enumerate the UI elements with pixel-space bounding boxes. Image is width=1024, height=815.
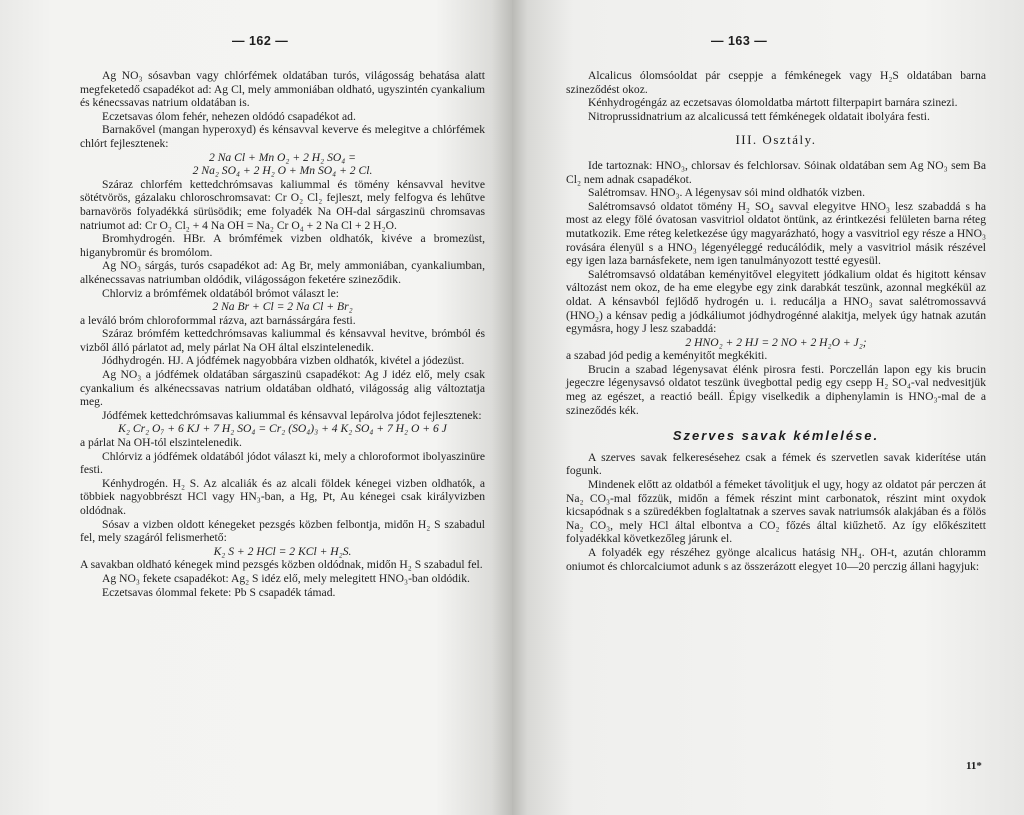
paragraph: Ide tartoznak: HNO₃, chlorsav és felchlorsav. Sóinak oldatában sem Ag NO₃ sem Ba Cl₂ nem adnak csapadékot.: [566, 158, 986, 186]
equation: K₂ Cr₂ O₇ + 6 KJ + 7 H₂ SO₄ = Cr₂ (SO₄)₃ + 4 K₂ SO₄ + 7 H₂ O + 6 J: [118, 422, 447, 436]
class-heading: III. Osztály.: [735, 132, 817, 148]
paragraph: Kénhydrogéngáz az eczetsavas ólomoldatba mártott filterpapirt barnára szinezi.: [588, 96, 958, 110]
paragraph: Brucin a szabad légenysavat élénk pirosra festi. Porczellán lapon egy kis brucin jegeczre légenysavsó oldatot teszünk üvegbottal pedig egy csepp H₂ SO₄-val nedvesitjük meg az egészet, a reactió beáll. Épigy viselkedik a diphenylamin is HNO₃-mal de a szineződés kék.: [566, 362, 986, 417]
paragraph: Ag NO₃ sósavban vagy chlórfémek oldatában turós, világosság behatása alatt megfeketedő csapadékot ad: Ag Cl, mely ammoniában oldható, ugyszintén cyankalium és kénecssavas natrium oldatában is.: [80, 69, 485, 110]
paragraph: A folyadék egy részéhez gyönge alcalicus hatásig NH₄. OH-t, azután chloramm oniumot és chlorcalciumot adunk s az összerázott elegyet 10—20 perczig állani hagyjuk:: [566, 546, 986, 573]
left-page-text: [80, 69, 485, 599]
paragraph: Száraz brómfém kettedchrómsavas kaliummal és kénsavval hevitve, brómból és vizből álló párlatot ad, mely párlat Na OH által elszintelenedik.: [80, 327, 485, 354]
paragraph: a szabad jód pedig a keményitőt megkékiti.: [566, 349, 768, 363]
equation: K₂ S + 2 HCl = 2 KCl + H₂S.: [213, 544, 352, 558]
paragraph: Sósav a vizben oldott kénegeket pezsgés közben felbontja, midőn H₂ S szabadul fel, mely szagáról felismerhető:: [80, 517, 485, 545]
paragraph: a párlat Na OH-tól elszintelenedik.: [80, 436, 242, 450]
paragraph-group: [566, 69, 986, 123]
signature-mark: 11*: [966, 760, 982, 772]
equation: 2 Na Cl + Mn O₂ + 2 H₂ SO₄ =: [209, 150, 356, 164]
paragraph: Chlorviz a brómfémek oldatából brómot választ le:: [102, 286, 339, 300]
paragraph: A szerves savak felkeresésehez csak a fémek és szervetlen savak kiderítése után fogunk.: [566, 450, 986, 478]
paragraph: A savakban oldható kénegek mind pezsgés közben oldódnak, midőn H₂ S szabadul fel.: [80, 558, 483, 572]
equation: 2 Na₂ SO₄ + 2 H₂ O + Mn SO₄ + 2 Cl.: [192, 164, 373, 178]
paragraph: Száraz chlorfém kettedchrómsavas kaliummal és tömény kénsavval hevitve sötétvörös, gázalaku chloroschromsavat: Cr O₂ Cl₂ fejleszt, mely felfogva és lehűtve barnavörös folyadékká sürüsödik; eme folyadék Na OH-dal sárgaszinü chromsavas natriumot ad: Cr O₂ Cl₂ + 4 Na OH = Na₂ Cr O₄ + 2 Na Cl + 2 H₂O.: [80, 177, 485, 232]
paragraph: Salétromsavsó oldatában keményitővel elegyitett jódkalium oldat és higitott kénsav változást nem okoz, de ha eme elegybe egy zink darabkát teszünk, azonnal megkékül az oldat. A kénsavból fejlődő hydrogén u. i. reducálja a HNO₃ savat salétromossavvá (HNO₂) a kénsav pedig a jódkáliumot jódhydrogénné alakitja, melyek úgy hatnak azután egymásra, hogy J lesz szabaddá:: [566, 267, 986, 336]
paragraph: Mindenek előtt az oldatból a fémeket távolitjuk el ugy, hogy az oldatot pár perczen át Na₂ CO₃-mal főzzük, midőn a fémek részint mint carbonatok, részint mint oxydok kicsapódnak s a szüredékben foglaltatnak a szerves savak natriumsók alakjában és a fölös Na₂ CO₃, mely HCl által elbontva a CO₂ főzés által kiűzhető. Az így előkészitett folyadékkal következőleg járunk el.: [566, 478, 986, 546]
paragraph: a leváló bróm chloroformmal rázva, azt barnássárgára festi.: [80, 313, 356, 327]
paragraph: Nitroprussidnatrium az alcalicussá tett fémkénegek oldatait ibolyára festi.: [588, 109, 930, 123]
section-heading: Szerves savak kémlelése.: [672, 428, 880, 444]
paragraph-group: [566, 159, 986, 417]
paragraph: Salétromsavsó oldatot tömény H₂ SO₄ savval elegyitve HNO₃ lesz szabaddá s ha most az elegy fölé óvatosan vasvitriol oldatot öntünk, az érintkezési felületen barna réteg mutatkozik. Eme réteg keletkezése úgy magyarázható, hogy a vasvitriol egy része a HNO₃ rovására élenyül s a HNO₃ légenyéleggé reducálódik, mely a vasvitriol másik részével egy igen laza barnásfekete, nem igen tanulmányozott testté egyesül.: [566, 199, 986, 268]
paragraph-group: [566, 451, 986, 573]
right-page-text: [566, 69, 986, 573]
paragraph: Ag NO₃ fekete csapadékot: Ag₂ S idéz elő, mely melegitett HNO₃-ban oldódik.: [102, 571, 470, 585]
paragraph: Bromhydrogén. HBr. A brómfémek vizben oldhatók, kivéve a bromezüst, higanybromür és bromólom.: [80, 232, 485, 259]
page-number: — 163 —: [711, 34, 768, 48]
paragraph: Jódhydrogén. HJ. A jódfémek nagyobbára vizben oldhatók, kivétel a jódezüst.: [102, 354, 465, 368]
paragraph: Alcalicus ólomsóoldat pár cseppje a fémkénegek vagy H₂S oldatában barna szineződést okoz.: [566, 69, 986, 96]
right-page: [512, 0, 1024, 815]
paragraph: Barnakővel (mangan hyperoxyd) és kénsavval keverve és melegitve a chlórfémek chlórt fejlesztenek:: [80, 123, 485, 150]
paragraph: Chlórviz a jódfémek oldatából jódot választ ki, mely a chloroformot ibolyaszinüre festi.: [80, 449, 485, 477]
equation: 2 Na Br + Cl = 2 Na Cl + Br₂: [212, 300, 353, 314]
paragraph: Kénhydrogén. H₂ S. Az alcaliák és az alcali földek kénegei vizben oldhatók, a többiek nagyobbrészt HCl vagy HN₃-ban, a Hg, Pt, Au kénegei csak királyvizben oldódnak.: [80, 476, 485, 517]
paragraph: Ag NO₃ sárgás, turós csapadékot ad: Ag Br, mely ammoniában, cyankaliumban, alkénecssavas natriumban oldódik, világosságon feketére szineződik.: [80, 259, 485, 286]
paragraph: Eczetsavas ólommal fekete: Pb S csapadék támad.: [102, 585, 336, 599]
paragraph: Salétromsav. HNO₃. A légenysav sói mind oldhatók vizben.: [588, 186, 865, 200]
equation: 2 HNO₂ + 2 HJ = 2 NO + 2 H₂O + J₂;: [685, 335, 867, 349]
paragraph: Jódfémek kettedchrómsavas kaliummal és kénsavval lepárolva jódot fejlesztenek:: [102, 408, 482, 422]
paragraph: Ag NO₃ a jódfémek oldatában sárgaszinü csapadékot: Ag J idéz elő, mely csak cyankalium és alkénecssavas natrium oldatában oldható, világosság alig változtatja meg.: [80, 368, 485, 409]
paragraph: Eczetsavas ólom fehér, nehezen oldódó csapadékot ad.: [102, 109, 356, 123]
page-number: — 162 —: [232, 34, 289, 48]
